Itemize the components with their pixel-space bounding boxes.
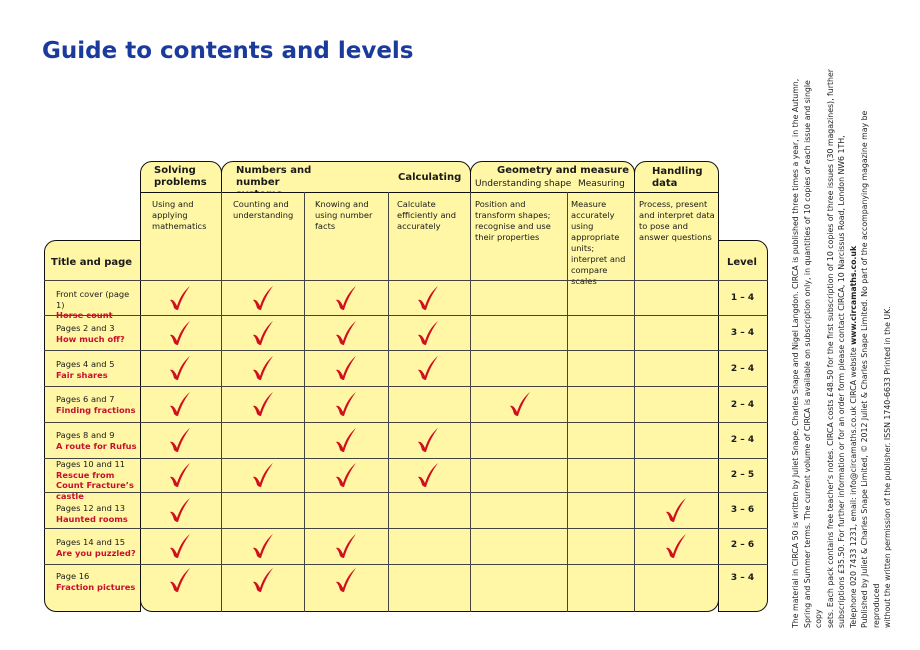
desc-measure: Measure accurately using appropriate units; interpret and compare scales (571, 199, 626, 286)
row-level: 2 – 5 (730, 470, 755, 480)
row-divider (44, 528, 768, 529)
check-icon (664, 496, 688, 524)
publication-line: Published by Juliet & Charles Snape Limited, © 2012 Juliet & Charles Snape Limited. No part of the accompanying magazine may be reproduced (860, 110, 881, 628)
check-icon (416, 319, 440, 347)
table-row-label (56, 394, 140, 415)
header-numbers-label: Numbers and number (236, 165, 312, 188)
check-icon (334, 426, 358, 454)
check-icon (664, 532, 688, 560)
check-icon (168, 566, 192, 594)
page-title: Guide to contents and levels (42, 38, 414, 64)
check-icon (168, 390, 192, 418)
row-divider (44, 458, 768, 459)
check-icon (251, 532, 275, 560)
check-icon (334, 354, 358, 382)
row-title: Are you puzzled? (56, 547, 136, 558)
publication-line: The material in CIRCA 50 is written by Juliet Snape, Charles Snape and Nigel Langdon. CIRCA is published three times a year, in the Autumn, (791, 78, 800, 628)
row-level: 3 – 4 (730, 328, 755, 338)
row-pages: Pages 14 and 15 (56, 537, 126, 547)
check-icon (416, 354, 440, 382)
title-and-page-header: Title and page (51, 257, 133, 268)
desc-calculate: Calculate efficiently and accurately (397, 199, 457, 231)
row-title: How much off? (56, 333, 125, 344)
check-icon (168, 496, 192, 524)
header-solving-problems-label: Solving problems (154, 165, 207, 188)
column-divider (388, 192, 389, 612)
table-row-label (56, 537, 140, 558)
level-header: Level (727, 257, 757, 268)
row-level: 3 – 6 (730, 505, 755, 515)
check-icon (508, 390, 532, 418)
publication-contact: Telephone 020 7433 1231, email: info@circamaths.co.uk CIRCA website (848, 344, 858, 628)
check-icon (334, 319, 358, 347)
check-icon (168, 354, 192, 382)
row-pages: Pages 12 and 13 (56, 503, 126, 513)
header-geometry-shape: Understanding shape (475, 179, 572, 189)
check-icon (334, 566, 358, 594)
check-icon (334, 461, 358, 489)
check-icon (334, 532, 358, 560)
row-pages: Pages 4 and 5 (56, 359, 115, 369)
row-title: Rescue from Count Fracture’s castle (56, 469, 134, 501)
row-title: Finding fractions (56, 404, 136, 415)
website-link[interactable]: www.circamaths.co.uk (848, 245, 858, 345)
publication-line (848, 68, 860, 628)
table-row-label (56, 503, 140, 524)
column-divider (470, 192, 471, 612)
check-icon (168, 532, 192, 560)
row-pages: Front cover (page 1) (56, 289, 130, 310)
row-pages: Pages 8 and 9 (56, 430, 115, 440)
header-calculating-label: Calculating (398, 172, 462, 183)
column-divider (567, 192, 568, 612)
check-icon (251, 566, 275, 594)
row-level: 1 – 4 (730, 293, 755, 303)
row-divider (44, 280, 768, 281)
check-icon (251, 284, 275, 312)
table-row-label (56, 430, 140, 451)
row-title: Haunted rooms (56, 513, 128, 524)
row-divider (44, 492, 768, 493)
check-icon (168, 319, 192, 347)
row-title: Horse count (56, 310, 113, 320)
desc-solving: Using and applying mathematics (152, 199, 207, 231)
table-row-label (56, 459, 140, 501)
row-title: Fair shares (56, 369, 108, 380)
check-icon (416, 284, 440, 312)
desc-data: Process, present and interpret data to pose and answer questions (639, 199, 715, 242)
check-icon (334, 284, 358, 312)
row-level: 3 – 4 (730, 573, 755, 583)
check-icon (251, 354, 275, 382)
row-divider (44, 564, 768, 565)
header-geometry-measuring: Measuring (578, 179, 625, 189)
publication-line: subscriptions £35.50. For further information or for an order form please contact CIRCA, 10 Narcissus Road, London NW6 1TH, (837, 135, 846, 628)
check-icon (251, 319, 275, 347)
table-row-label (56, 289, 140, 321)
desc-knowing: Knowing and using number facts (315, 199, 373, 231)
row-pages: Pages 10 and 11 (56, 459, 126, 469)
publication-line: Spring and Summer terms. The current volume of CIRCA is available on subscription only, in quantities of 10 copies of each issue and single copy (802, 80, 823, 628)
check-icon (168, 284, 192, 312)
publication-line: without the written permission of the publisher. ISSN 1740-6633 Printed in the UK. (883, 306, 892, 628)
row-level: 2 – 6 (730, 540, 755, 550)
row-pages: Page 16 (56, 571, 90, 581)
publication-line: sets. Each pack contains free teacher’s notes. CIRCA costs £48.50 for the first subscription of 10 copies of three issues (30 magazines), further (825, 69, 835, 628)
column-divider (634, 192, 635, 612)
desc-counting: Counting and understanding (233, 199, 294, 220)
row-divider (44, 315, 768, 316)
table-row-label (56, 359, 140, 380)
column-divider (304, 192, 305, 612)
check-icon (416, 426, 440, 454)
row-title: Fraction pictures (56, 581, 136, 592)
check-icon (416, 461, 440, 489)
row-level: 2 – 4 (730, 400, 755, 410)
check-icon (168, 461, 192, 489)
row-level: 2 – 4 (730, 435, 755, 445)
row-title: A route for Rufus (56, 440, 137, 451)
row-divider (44, 350, 768, 351)
row-divider (44, 386, 768, 387)
column-divider (221, 192, 222, 612)
header-geometry-label: Geometry and measure (497, 165, 630, 176)
row-pages: Pages 2 and 3 (56, 323, 115, 333)
row-pages: Pages 6 and 7 (56, 394, 115, 404)
check-icon (334, 390, 358, 418)
check-icon (251, 390, 275, 418)
desc-shape: Position and transform shapes; recognise and use their properties (475, 199, 551, 242)
table-row-label (56, 571, 140, 592)
row-level: 2 – 4 (730, 364, 755, 374)
publication-info (790, 68, 894, 628)
check-icon (168, 426, 192, 454)
header-handling-label: Handling data (652, 166, 703, 189)
table-row-label (56, 323, 140, 344)
check-icon (251, 461, 275, 489)
row-divider (44, 422, 768, 423)
